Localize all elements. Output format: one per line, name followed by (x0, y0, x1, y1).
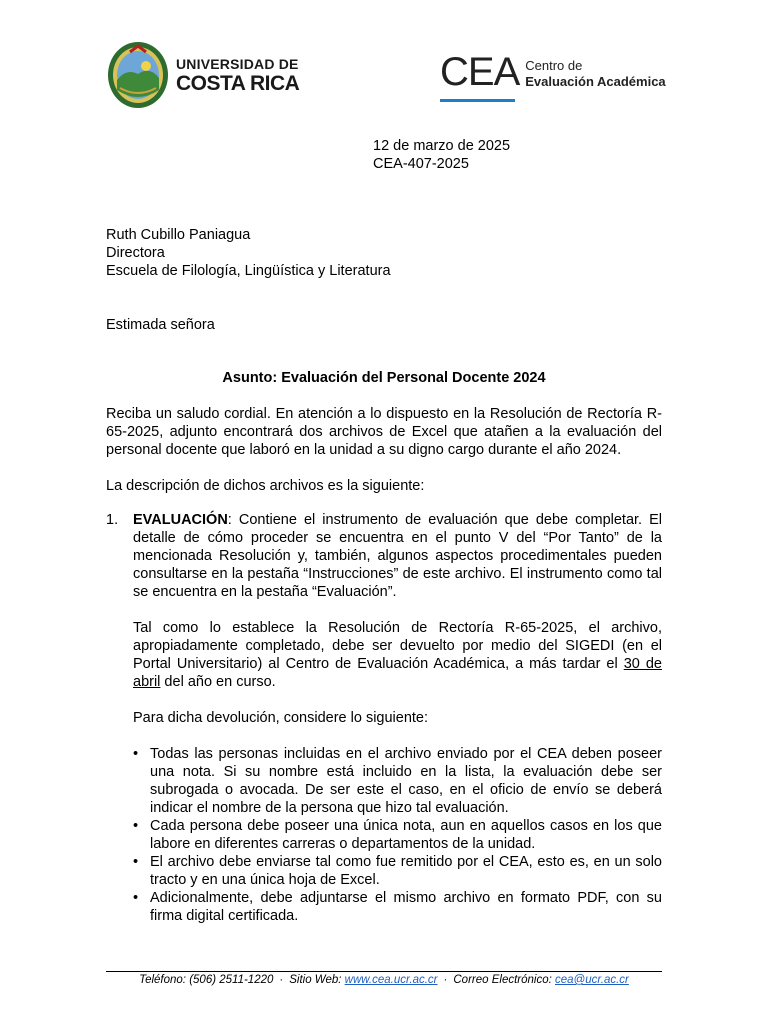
subject-line: Asunto: Evaluación del Personal Docente 2024 (222, 370, 546, 386)
bullet-icon: • (133, 854, 139, 870)
cea-name-line1: Centro de (525, 58, 583, 73)
list-item (133, 817, 662, 853)
ucr-seal-icon (106, 40, 170, 110)
letter-date: 12 de marzo de 2025 (373, 138, 511, 154)
deadline-date: 30 de abril (133, 656, 662, 690)
item-number: 1. (106, 512, 119, 528)
cea-logo-mark (440, 52, 519, 102)
cea-logo (440, 52, 666, 102)
footer (106, 974, 662, 986)
date-block (373, 137, 510, 173)
item-para2-end: del año en curso. (160, 674, 276, 690)
footer-separator: · (443, 974, 448, 986)
website-link[interactable]: www.cea.ucr.ac.cr (344, 974, 438, 986)
item-label: EVALUACIÓN (133, 512, 228, 528)
cea-logo-text: CEA (440, 50, 520, 94)
ucr-name-line2: COSTA RICA (176, 71, 300, 95)
recipient-name: Ruth Cubillo Paniagua (106, 227, 251, 243)
bullet-icon: • (133, 818, 139, 834)
greeting: Estimada señora (106, 317, 215, 333)
requirements-list (133, 745, 662, 925)
recipient-title: Directora (106, 245, 165, 261)
item-text: : Contiene el instrumento de evaluación que debe completar. El detalle de cómo proceder se encuentra en el punto V del “Por Tanto” de la mencionada Resolución y, también, algunos aspectos procedimentales pueden consultarse en la pestaña “Instrucciones” de este archivo. El instrumento como tal se encuentra en la pestaña “Evaluación”. (133, 512, 662, 600)
ucr-logo (106, 40, 299, 110)
footer-phone: Teléfono: (506) 2511-1220 (139, 974, 274, 986)
bullet-text: Adicionalmente, debe adjuntarse el mismo archivo en formato PDF, con su firma digital certificada. (150, 890, 662, 924)
footer-separator: · (279, 974, 284, 986)
bullet-text: Todas las personas incluidas en el archivo enviado por el CEA deben poseer una nota. Si su nombre está incluido en la lista, la evaluación debe ser subrogada o avocada. De ser este el caso, en el oficio de envío se deberá indicar el nombre de la persona que hizo tal evaluación. (150, 746, 662, 816)
cea-name-line2: Evaluación Académica (525, 74, 666, 89)
bullet-icon: • (133, 746, 139, 762)
intro-paragraph: Reciba un saludo cordial. En atención a lo dispuesto en la Resolución de Rectoría R-65-2025, adjunto encontrará dos archivos de Excel que atañen a la evaluación del personal docente que laboró en la unidad a su digno cargo durante el año 2024. (106, 406, 662, 458)
recipient-unit: Escuela de Filología, Lingüística y Literatura (106, 263, 391, 279)
bullet-text: Cada persona debe poseer una única nota, aun en aquellos casos en los que labore en diferentes carreras o departamentos de la unidad. (150, 818, 662, 852)
item-para2-start: Tal como lo establece la Resolución de Rectoría R-65-2025, el archivo, apropiadamente completado, debe ser devuelto por medio del SIGEDI (en el Portal Universitario) al Centro de Evaluación Académica, a más tardar el (133, 620, 662, 672)
footer-divider (106, 971, 662, 972)
list-item (133, 853, 662, 889)
footer-web-label: Sitio Web: (289, 974, 345, 986)
item-para3: Para dicha devolución, considere lo siguiente: (133, 710, 429, 726)
list-item (106, 511, 662, 925)
list-item (133, 745, 662, 817)
footer-email-label: Correo Electrónico: (453, 974, 555, 986)
cea-logo-underline (440, 99, 515, 102)
bullet-text: El archivo debe enviarse tal como fue remitido por el CEA, esto es, en un solo tracto y en una única hoja de Excel. (150, 854, 662, 888)
bullet-icon: • (133, 890, 139, 906)
email-link[interactable]: cea@ucr.ac.cr (555, 974, 629, 986)
description-intro: La descripción de dichos archivos es la siguiente: (106, 478, 425, 494)
letter-reference: CEA-407-2025 (373, 156, 469, 172)
ucr-name-line1: UNIVERSIDAD DE (176, 55, 299, 72)
recipient-block (106, 226, 391, 280)
list-item (133, 889, 662, 925)
